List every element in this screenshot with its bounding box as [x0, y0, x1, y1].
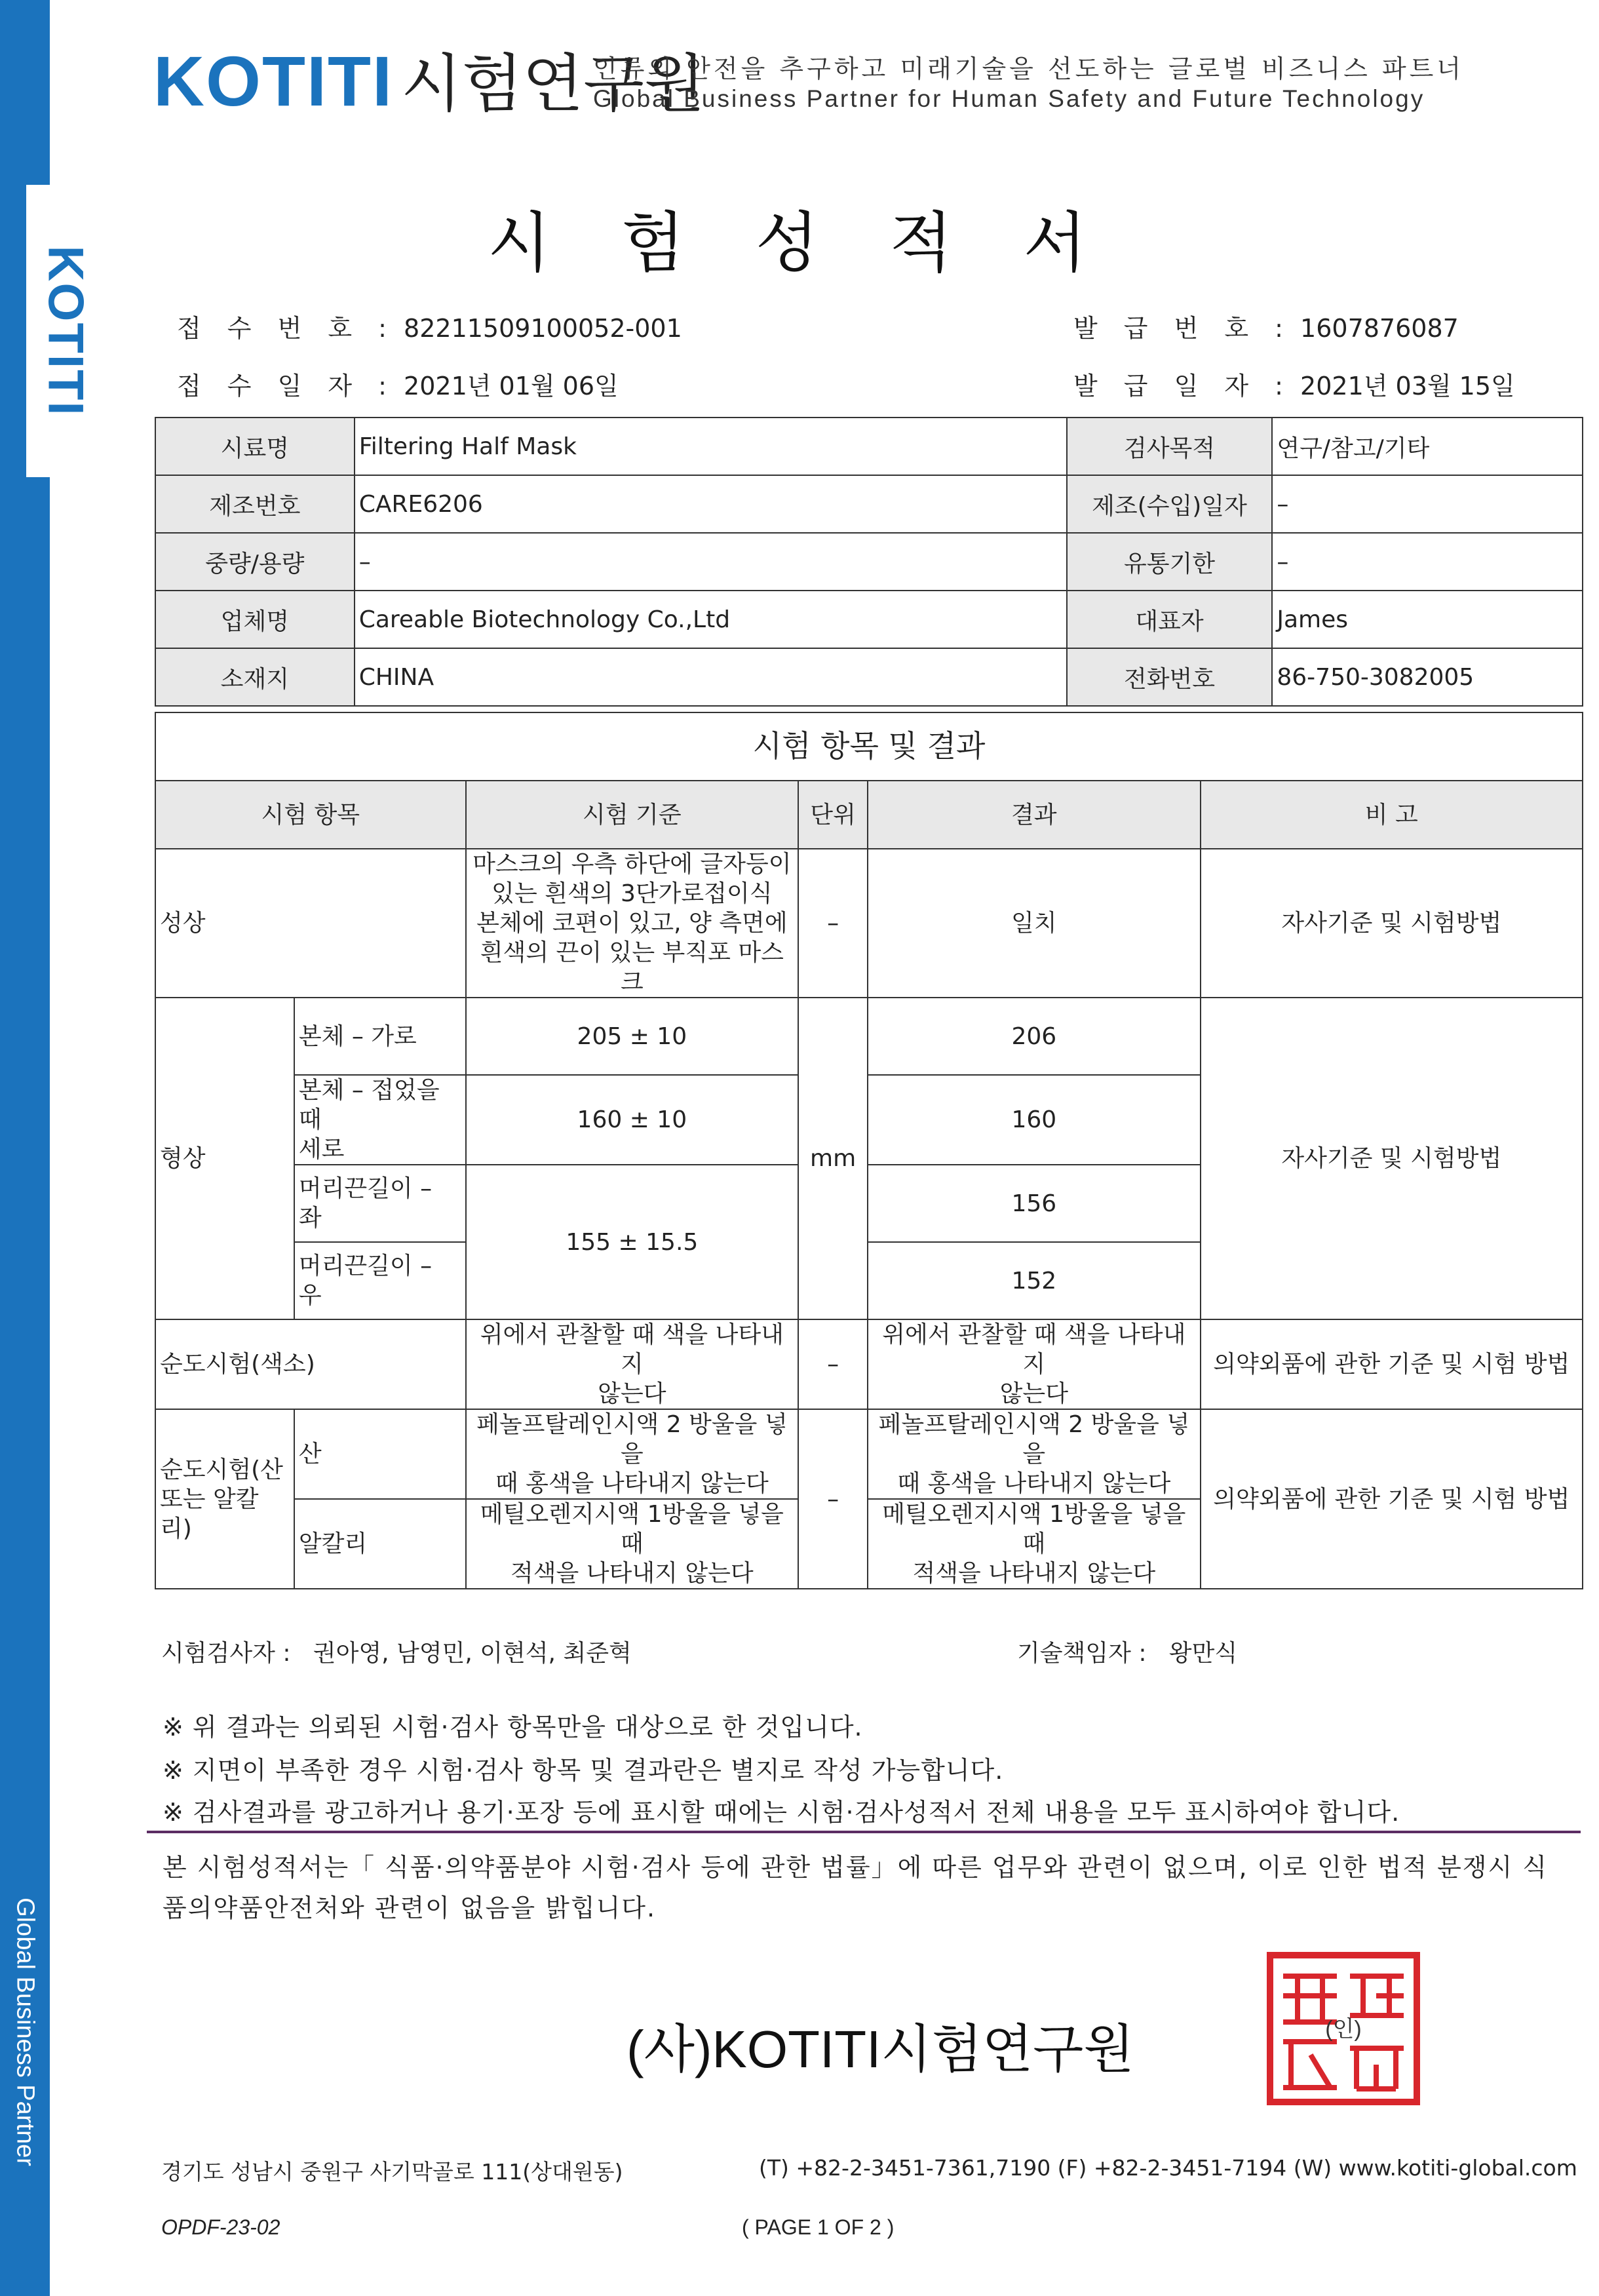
header-unit: 단위 — [798, 781, 868, 849]
purity-color-standard — [466, 1319, 799, 1409]
receipt-number-value: 82211509100052-001 — [404, 314, 682, 343]
results-header-row — [155, 781, 1583, 849]
results-title: 시험 항목 및 결과 — [155, 712, 1583, 781]
official-seal-icon — [1265, 1950, 1422, 2107]
receipt-number — [177, 308, 682, 344]
purity-acid-standard — [466, 1409, 799, 1499]
receipt-number-label: 접 수 번 호 : — [177, 314, 396, 343]
text-line: 있는 흰색의 3단가로접이식 — [491, 880, 773, 907]
info-label: 전화번호 — [1067, 648, 1273, 706]
receipt-date-label: 접 수 일 자 : — [177, 372, 396, 400]
text-line: 세로 — [298, 1136, 345, 1163]
info-value: CARE6206 — [355, 475, 1067, 533]
info-value: Careable Biotechnology Co.,Ltd — [355, 591, 1067, 648]
seal-text: (인) — [1325, 2017, 1362, 2042]
shape-result: 152 — [868, 1242, 1201, 1319]
appearance-item: 성상 — [155, 849, 466, 998]
header-item: 시험 항목 — [155, 781, 466, 849]
table-row — [155, 998, 1583, 1075]
issue-date — [1073, 366, 1515, 402]
side-band-logo: KOTITI — [37, 245, 94, 417]
sample-info-table — [155, 417, 1583, 707]
shape-unit: mm — [798, 998, 868, 1319]
technical-manager-label: 기술책임자 : — [1017, 1640, 1147, 1667]
footer-contact: (T) +82-2-3451-7361,7190 (F) +82-2-3451-7194 (W) www.kotiti-global.com — [759, 2155, 1577, 2181]
header-result: 결과 — [868, 781, 1201, 849]
issue-date-value: 2021년 03월 15일 — [1300, 372, 1515, 400]
table-row — [155, 1319, 1583, 1409]
header-note: 비 고 — [1201, 781, 1583, 849]
info-value: 연구/참고/기타 — [1272, 418, 1583, 475]
text-line: 않는다 — [999, 1380, 1068, 1407]
info-label: 제조번호 — [155, 475, 355, 533]
info-label: 소재지 — [155, 648, 355, 706]
purity-acid-note: 의약외품에 관한 기준 및 시험 방법 — [1201, 1409, 1583, 1589]
text-line: 적색을 나타내지 않는다 — [912, 1560, 1156, 1587]
shape-sub — [294, 1075, 466, 1165]
note-line: ※ 위 결과는 의뢰된 시험·검사 항목만을 대상으로 한 것입니다. — [163, 1713, 863, 1741]
header-logo-kr: 시험연구원 — [400, 49, 705, 119]
note-line: ※ 지면이 부족한 경우 시험·검사 항목 및 결과란은 별지로 작성 가능합니다. — [163, 1756, 1004, 1785]
text-line: 않는다 — [598, 1380, 666, 1407]
info-value: CHINA — [355, 648, 1067, 706]
text-line: 위에서 관찰할 때 색을 나타내지 — [480, 1321, 784, 1378]
info-label: 중량/용량 — [155, 533, 355, 591]
issue-number-label: 발 급 번 호 : — [1073, 314, 1292, 343]
text-line: 페놀프탈레인시액 2 방울을 넣을 — [878, 1411, 1190, 1468]
info-label: 제조(수입)일자 — [1067, 475, 1273, 533]
testers-label: 시험검사자 : — [161, 1640, 291, 1667]
info-value: Filtering Half Mask — [355, 418, 1067, 475]
info-label: 업체명 — [155, 591, 355, 648]
shape-standard: 205 ± 10 — [466, 998, 799, 1075]
issue-number-value: 1607876087 — [1300, 314, 1459, 343]
purity-color-note: 의약외품에 관한 기준 및 시험 방법 — [1201, 1319, 1583, 1409]
shape-standard: 160 ± 10 — [466, 1075, 799, 1165]
info-value: James — [1272, 591, 1583, 648]
info-row — [155, 475, 1583, 533]
shape-note: 자사기준 및 시험방법 — [1201, 998, 1583, 1319]
shape-sub: 본체 – 가로 — [294, 998, 466, 1075]
testers-names: 권아영, 남영민, 이현석, 최준혁 — [313, 1640, 632, 1667]
text-line: 또는 알칼리) — [160, 1485, 259, 1542]
purity-color-unit: – — [798, 1319, 868, 1409]
technical-manager — [1017, 1635, 1237, 1668]
shape-result: 206 — [868, 998, 1201, 1075]
document-title: 시 험 성 적 서 — [487, 204, 1112, 281]
purity-acid-unit: – — [798, 1409, 868, 1589]
footer-form-code: OPDF-23-02 — [161, 2215, 280, 2239]
info-value: – — [1272, 533, 1583, 591]
info-value: – — [1272, 475, 1583, 533]
header-standard: 시험 기준 — [466, 781, 799, 849]
info-row — [155, 533, 1583, 591]
info-label: 시료명 — [155, 418, 355, 475]
note-line: ※ 검사결과를 광고하거나 용기·포장 등에 표시할 때에는 시험·검사성적서 전체 내용을 모두 표시하여야 합니다. — [163, 1798, 1400, 1827]
shape-item: 형상 — [155, 998, 294, 1319]
shape-standard: 155 ± 15.5 — [466, 1165, 799, 1319]
header-logo-en: KOTITI — [153, 41, 393, 121]
appearance-note: 자사기준 및 시험방법 — [1201, 849, 1583, 998]
text-line: 때 홍색을 나타내지 않는다 — [495, 1470, 769, 1497]
info-label: 검사목적 — [1067, 418, 1273, 475]
text-line: 때 홍색을 나타내지 않는다 — [897, 1470, 1171, 1497]
header-slogan-kr: 인류의 안전을 추구하고 미래기술을 선도하는 글로벌 비즈니스 파트너 — [593, 54, 1465, 83]
footer-page-number: ( PAGE 1 OF 2 ) — [742, 2215, 895, 2239]
info-row — [155, 418, 1583, 475]
text-line: 적색을 나타내지 않는다 — [511, 1560, 754, 1587]
shape-sub: 머리끈길이 – 우 — [294, 1242, 466, 1319]
text-line: 순도시험(산 — [160, 1456, 283, 1483]
shape-result: 156 — [868, 1165, 1201, 1242]
text-line: 메틸오렌지시액 1방울을 넣을 때 — [882, 1501, 1186, 1557]
purity-acid-result — [868, 1409, 1201, 1499]
testers — [161, 1635, 632, 1668]
purity-acid-sub: 산 — [294, 1409, 466, 1499]
text-line: 위에서 관찰할 때 색을 나타내지 — [882, 1321, 1186, 1378]
appearance-unit: – — [798, 849, 868, 998]
technical-manager-name: 왕만식 — [1168, 1640, 1238, 1667]
disclaimer: 본 시험성적서는「 식품·의약품분야 시험·검사 등에 관한 법률」에 따른 업무와 관련이 없으며, 이로 인한 법적 분쟁시 식품의약품안전처와 관련이 없음을 밝힙니다. — [163, 1853, 1548, 1922]
text-line: 흰색의 끈이 있는 부직포 마스크 — [480, 939, 784, 996]
appearance-standard — [466, 849, 799, 998]
receipt-date-value: 2021년 01월 06일 — [404, 372, 619, 400]
purity-alkali-standard — [466, 1499, 799, 1589]
appearance-result: 일치 — [868, 849, 1201, 998]
text-line: 본체 – 접었을때 — [298, 1077, 440, 1133]
info-row — [155, 591, 1583, 648]
info-value: – — [355, 533, 1067, 591]
text-line: 마스크의 우측 하단에 글자등이 — [472, 851, 792, 878]
info-row — [155, 648, 1583, 706]
side-band-text: Global Business Partner — [11, 1897, 39, 2166]
purity-acid-item — [155, 1409, 294, 1589]
info-value: 86-750-3082005 — [1272, 648, 1583, 706]
receipt-date — [177, 366, 619, 402]
test-results-table — [155, 712, 1583, 1589]
shape-sub: 머리끈길이 – 좌 — [294, 1165, 466, 1242]
table-row — [155, 849, 1583, 998]
issue-number — [1073, 308, 1459, 344]
text-line: 페놀프탈레인시액 2 방울을 넣을 — [476, 1411, 788, 1468]
header-slogan-en: Global Business Partner for Human Safety and Future Technology — [593, 85, 1425, 112]
info-label: 유통기한 — [1067, 533, 1273, 591]
purity-color-result — [868, 1319, 1201, 1409]
purity-alkali-sub: 알칼리 — [294, 1499, 466, 1589]
organization-name: (사)KOTITI시험연구원 — [626, 2020, 1134, 2078]
table-row — [155, 1409, 1583, 1499]
purity-alkali-result — [868, 1499, 1201, 1589]
info-label: 대표자 — [1067, 591, 1273, 648]
divider — [147, 1831, 1581, 1833]
shape-result: 160 — [868, 1075, 1201, 1165]
text-line: 본체에 코편이 있고, 양 측면에 — [476, 910, 788, 937]
issue-date-label: 발 급 일 자 : — [1073, 372, 1292, 400]
text-line: 메틸오렌지시액 1방울을 넣을 때 — [480, 1501, 784, 1557]
footer-address: 경기도 성남시 중원구 사기막골로 111(상대원동) — [161, 2159, 623, 2185]
purity-color-item: 순도시험(색소) — [155, 1319, 466, 1409]
